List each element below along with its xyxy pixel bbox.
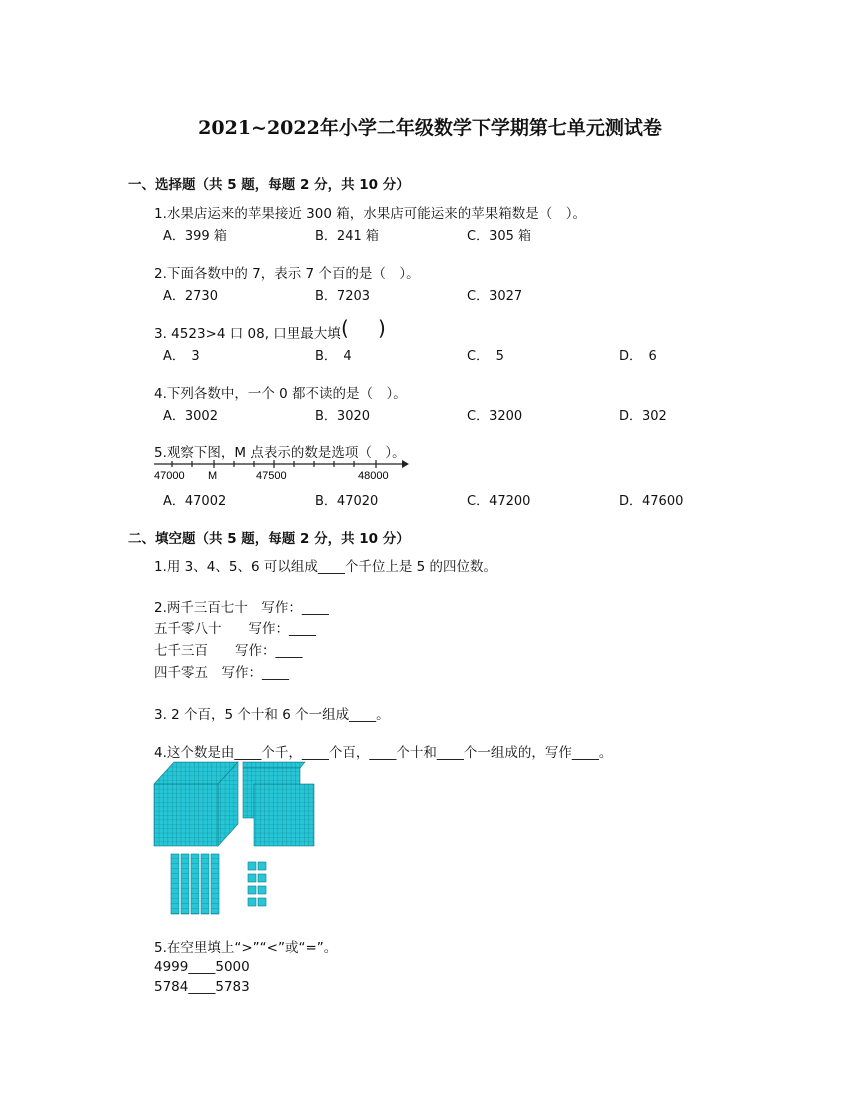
number-line-label: 47500 xyxy=(256,470,287,482)
option-d[interactable]: D．47600 xyxy=(619,494,684,509)
question-4-text: 4.下列各数中，一个 0 都不读的是（ ）。 xyxy=(154,386,407,402)
question-1-text: 1.水果店运来的苹果接近 300 箱，水果店可能运来的苹果箱数是（ ）。 xyxy=(154,206,586,222)
compare-item: 5784____5783 xyxy=(154,979,250,995)
option-b[interactable]: B．7203 xyxy=(315,289,371,304)
question-5-text: 5.观察下图，M 点表示的数是选项（ ）。 xyxy=(154,445,406,461)
option-d[interactable]: D．302 xyxy=(619,409,667,424)
option-b[interactable]: B． 4 xyxy=(315,349,352,364)
number-line-arrow-icon xyxy=(402,460,409,468)
fill-question-2-line: 四千零五 写作：____ xyxy=(154,665,289,681)
number-line xyxy=(150,456,410,486)
fill-question-2-line: 七千三百 写作：____ xyxy=(154,643,303,659)
option-a[interactable]: A．2730 xyxy=(163,289,218,304)
number-line-label: 48000 xyxy=(358,470,389,482)
option-a[interactable]: A． 3 xyxy=(163,349,200,364)
fill-question-2-line: 五千零八十 写作：____ xyxy=(154,621,316,637)
question-3-text: 3. 4523>4 口 08, 口里最大填 xyxy=(154,326,341,342)
option-b[interactable]: B．3020 xyxy=(315,409,371,424)
number-line-label: 47000 xyxy=(154,470,185,482)
option-a[interactable]: A．399 箱 xyxy=(163,229,227,244)
fill-question-2-line: 2.两千三百七十 写作：____ xyxy=(154,600,329,616)
answer-paren-open: ( xyxy=(341,316,349,340)
option-b[interactable]: B．241 箱 xyxy=(315,229,379,244)
answer-paren-close: ) xyxy=(378,316,386,340)
section-heading-fill: 二、填空题（共 5 题，每题 2 分，共 10 分） xyxy=(128,531,410,547)
option-c[interactable]: C． 5 xyxy=(467,349,504,364)
base-ten-blocks-figure xyxy=(150,758,330,923)
ones-cubes xyxy=(248,862,266,906)
option-c[interactable]: C．3027 xyxy=(467,289,523,304)
section-heading-choice: 一、选择题（共 5 题，每题 2 分，共 10 分） xyxy=(128,177,410,193)
page-title: 2021~2022年小学二年级数学下学期第七单元测试卷 xyxy=(198,117,662,139)
fill-question-5: 5.在空里填上“>”“<”或“=”。 xyxy=(154,940,338,956)
option-a[interactable]: A．3002 xyxy=(163,409,218,424)
compare-item: 4999____5000 xyxy=(154,959,250,975)
option-c[interactable]: C．3200 xyxy=(467,409,523,424)
option-a[interactable]: A．47002 xyxy=(163,494,227,509)
fill-question-1: 1.用 3、4、5、6 可以组成____个千位上是 5 的四位数。 xyxy=(154,559,497,575)
fill-question-3: 3. 2 个百，5 个十和 6 个一组成____。 xyxy=(154,707,390,723)
option-c[interactable]: C．305 箱 xyxy=(467,229,532,244)
thousand-cube xyxy=(154,762,238,846)
option-b[interactable]: B．47020 xyxy=(315,494,379,509)
number-line-label-m: M xyxy=(208,470,218,482)
hundred-flat xyxy=(254,784,314,846)
option-d[interactable]: D． 6 xyxy=(619,349,657,364)
question-2-text: 2.下面各数中的 7，表示 7 个百的是（ ）。 xyxy=(154,266,420,282)
option-c[interactable]: C．47200 xyxy=(467,494,531,509)
fill-question-4: 4.这个数是由____个千，____个百，____个十和____个一组成的，写作____。 xyxy=(154,745,613,761)
ten-rods xyxy=(171,854,219,914)
